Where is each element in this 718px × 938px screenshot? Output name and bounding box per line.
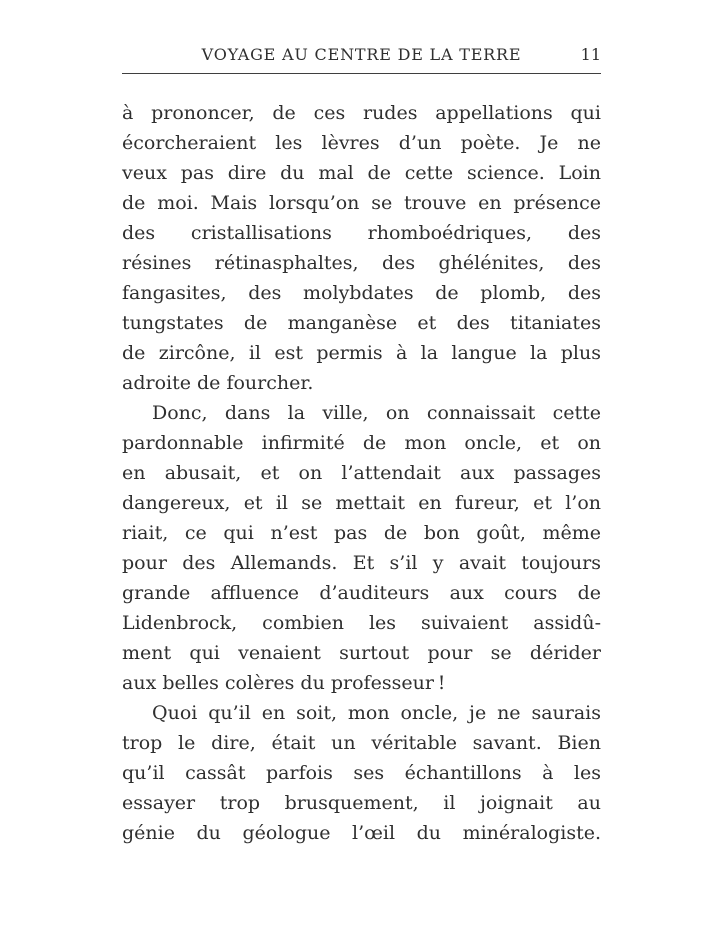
text-line: Lidenbrock, combien les suivaient assidû- xyxy=(122,612,601,634)
text-line: à prononcer, de ces rudes appellations qui xyxy=(122,102,601,124)
text-line: pour des Allemands. Et s’il y avait toujours xyxy=(122,552,601,574)
text-line: écorcheraient les lèvres d’un poète. Je ne xyxy=(122,132,601,154)
header-rule xyxy=(122,73,601,74)
text-column xyxy=(122,0,601,848)
text-line-paragraph-end: adroite de fourcher. xyxy=(122,372,314,394)
text-line: veux pas dire du mal de cette science. Loin xyxy=(122,162,601,184)
text-line-paragraph-start: Donc, dans la ville, on connaissait cette xyxy=(152,402,601,424)
text-line: grande affluence d’auditeurs aux cours de xyxy=(122,582,601,604)
running-header xyxy=(122,0,601,64)
text-line-paragraph-end: aux belles colères du professeur ! xyxy=(122,672,446,694)
text-line: de zircône, il est permis à la langue la plus xyxy=(122,342,601,364)
page-number: 11 xyxy=(580,45,601,64)
text-line: résines rétinasphaltes, des ghélénites, des xyxy=(122,252,601,274)
text-line: pardonnable infirmité de mon oncle, et on xyxy=(122,432,601,454)
text-line: dangereux, et il se mettait en fureur, et l’on xyxy=(122,492,601,514)
text-line: en abusait, et on l’attendait aux passages xyxy=(122,462,601,484)
text-line: des cristallisations rhomboédriques, des xyxy=(122,222,601,244)
text-line: qu’il cassât parfois ses échantillons à les xyxy=(122,762,601,784)
running-header-title: VOYAGE AU CENTRE DE LA TERRE xyxy=(201,45,522,64)
text-line-paragraph-start: Quoi qu’il en soit, mon oncle, je ne saurais xyxy=(152,702,601,724)
text-line: trop le dire, était un véritable savant. Bien xyxy=(122,732,601,754)
text-line: de moi. Mais lorsqu’on se trouve en présence xyxy=(122,192,601,214)
text-line: tungstates de manganèse et des titaniates xyxy=(122,312,601,334)
text-line: essayer trop brusquement, il joignait au xyxy=(122,792,601,814)
body-text xyxy=(122,98,601,848)
text-line: fangasites, des molybdates de plomb, des xyxy=(122,282,601,304)
text-line: riait, ce qui n’est pas de bon goût, même xyxy=(122,522,601,544)
text-line: ment qui venaient surtout pour se dérider xyxy=(122,642,601,664)
text-line: génie du géologue l’œil du minéralogiste. xyxy=(122,822,601,844)
